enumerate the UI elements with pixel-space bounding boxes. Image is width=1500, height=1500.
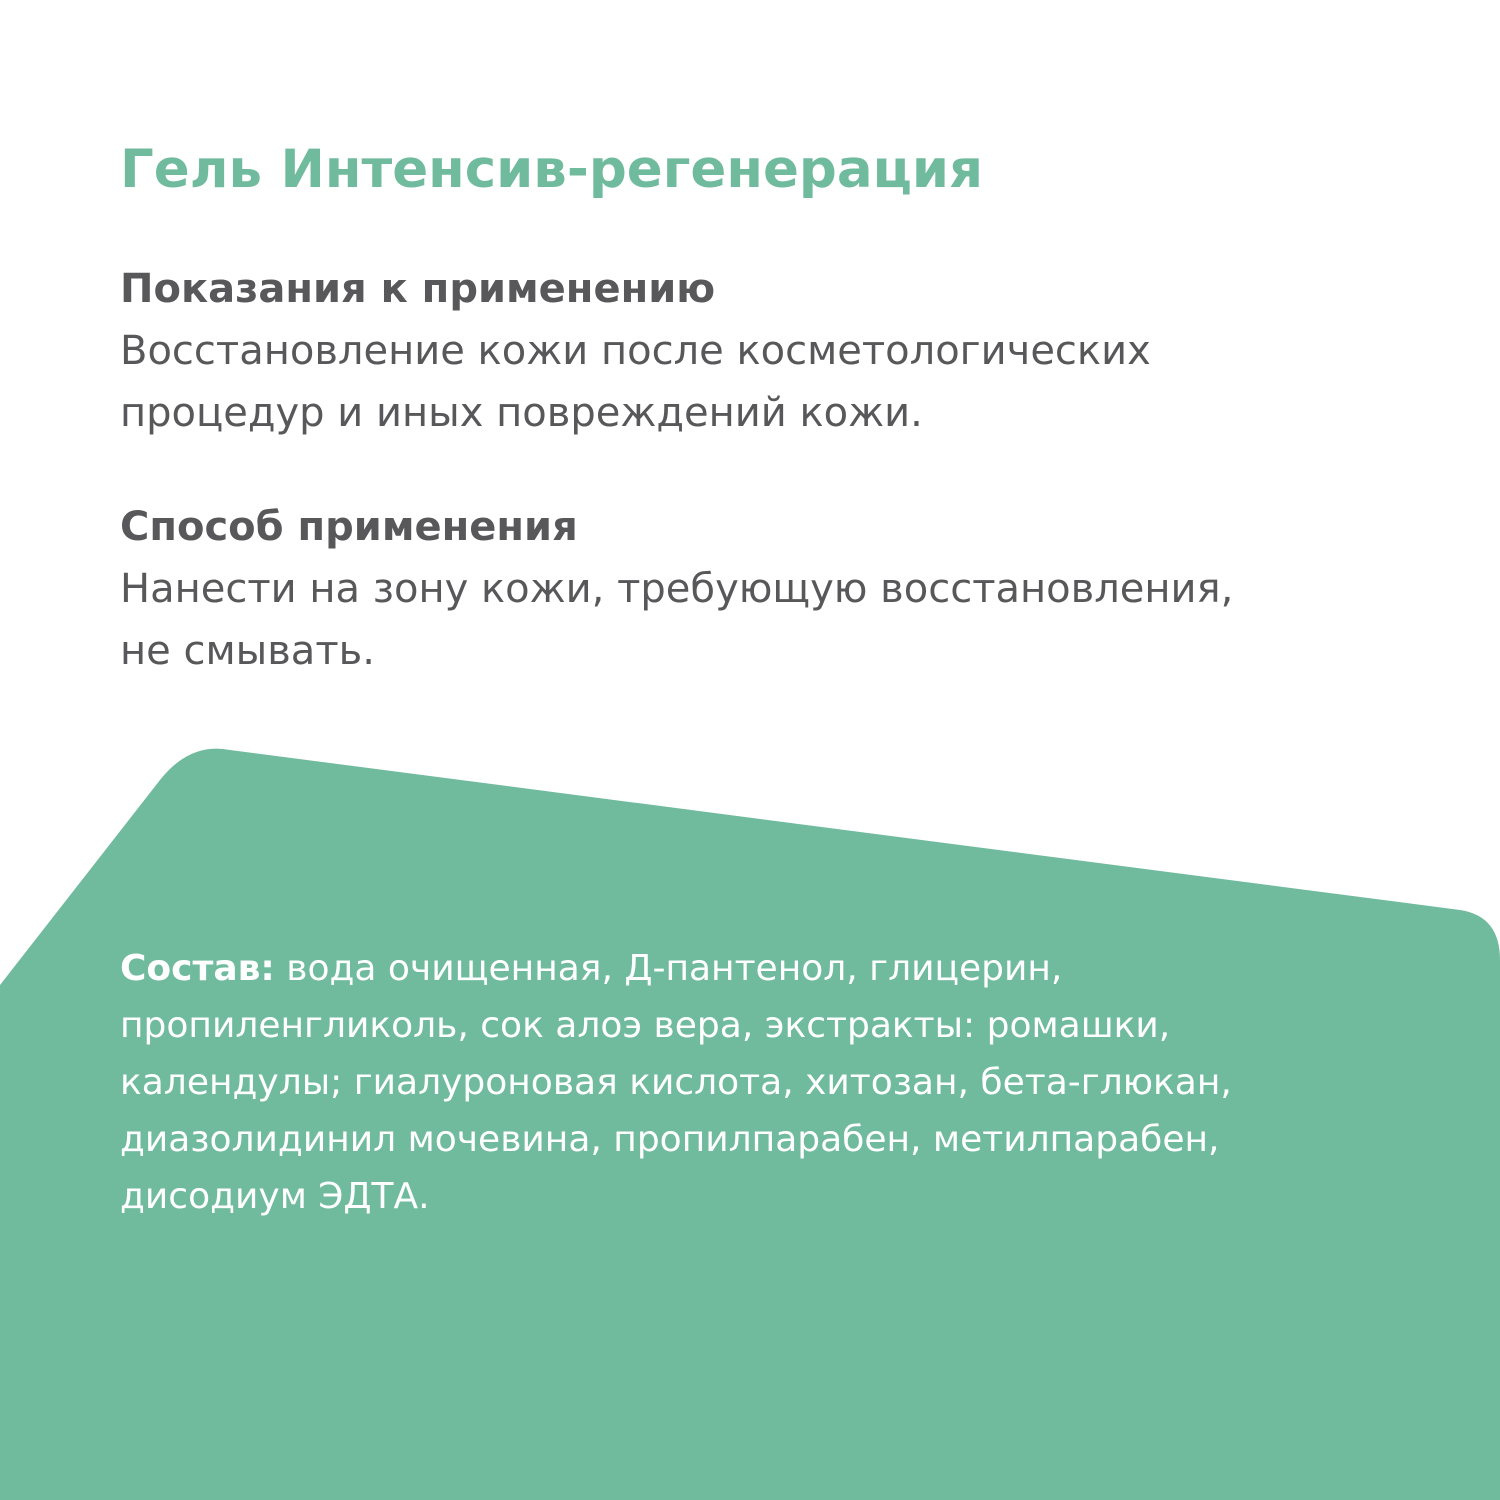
composition-line: календулы; гиалуроновая кислота, хитозан, бета-глюкан,: [120, 1062, 1232, 1103]
indications-line: Восстановление кожи после косметологических: [120, 328, 1151, 374]
usage-heading: Способ применения: [120, 504, 578, 550]
usage-line: Нанести на зону кожи, требующую восстановления,: [120, 566, 1234, 612]
usage-section: [120, 496, 1440, 682]
indications-text: [120, 320, 1440, 444]
usage-text: [120, 558, 1440, 682]
composition-label: Состав:: [120, 948, 275, 989]
usage-line: не смывать.: [120, 628, 375, 674]
indications-line: процедур и иных повреждений кожи.: [120, 390, 923, 436]
indications-heading: Показания к применению: [120, 266, 716, 312]
indications-section: [120, 258, 1440, 444]
composition-line: вода очищенная, Д-пантенол, глицерин,: [274, 948, 1063, 989]
composition-line: дисодиум ЭДТА.: [120, 1176, 430, 1217]
composition-line: пропиленгликоль, сок алоэ вера, экстракты: ромашки,: [120, 1005, 1171, 1046]
composition-line: диазолидинил мочевина, пропилпарабен, метилпарабен,: [120, 1119, 1220, 1160]
composition-first-line: [120, 940, 1420, 997]
product-title: Гель Интенсив-регенерация: [120, 139, 984, 200]
composition-text: [120, 940, 1420, 1225]
